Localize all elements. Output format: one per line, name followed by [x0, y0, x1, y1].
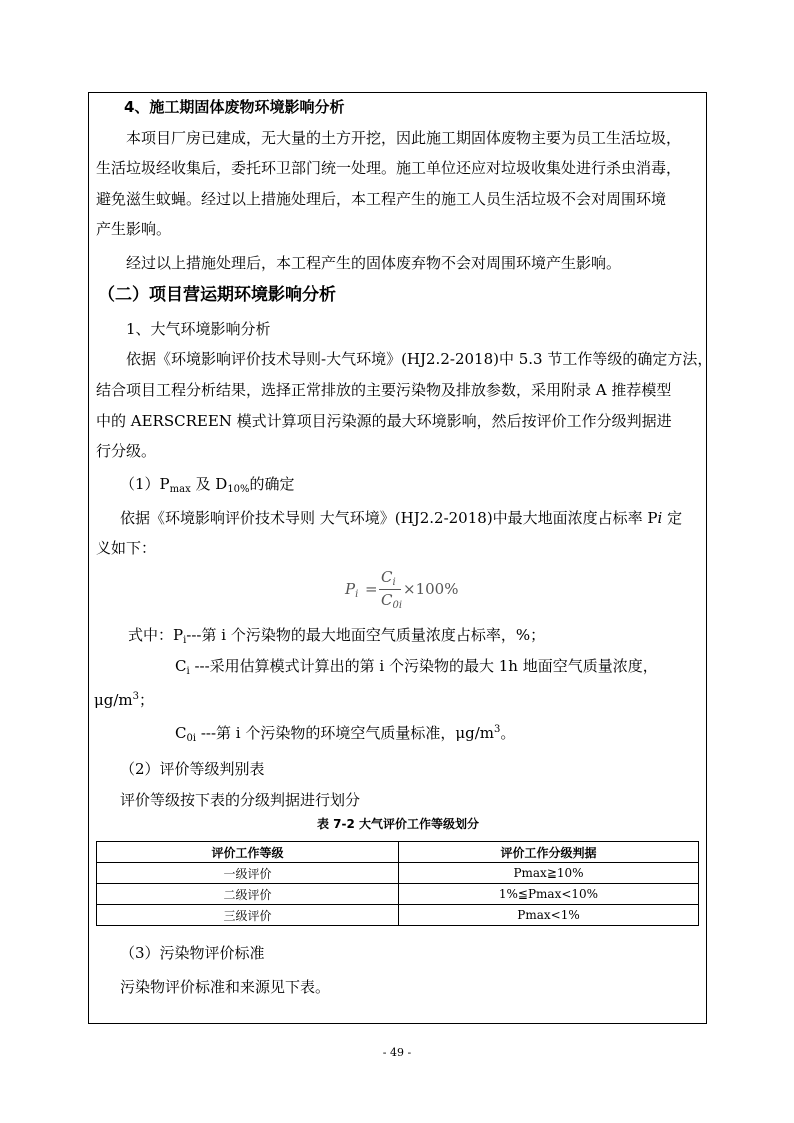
- paragraph-line: 中的 AERSCREEN 模式计算项目污染源的最大环境影响，然后按评价工作分级判据进: [96, 412, 672, 430]
- paragraph-line: 产生影响。: [96, 220, 172, 238]
- paragraph-line: 本项目厂房已建成，无大量的土方开挖，因此施工期固体废物主要为员工生活垃圾，: [126, 129, 682, 147]
- table-cell: Pmax≧10%: [399, 863, 699, 884]
- item-2-text: 评价等级按下表的分级判据进行划分: [120, 791, 361, 809]
- table-cell: Pmax<1%: [399, 905, 699, 926]
- fraction-bar: [379, 589, 401, 590]
- table-cell: 三级评价: [97, 905, 399, 926]
- table-row: [97, 905, 699, 926]
- definition-line: 义如下：: [96, 539, 157, 557]
- paragraph-line: 避免滋生蚊蝇。经过以上措施处理后，本工程产生的施工人员生活垃圾不会对周围环境: [96, 190, 667, 208]
- item-3-text: 污染物评价标准和来源见下表。: [120, 978, 331, 996]
- item-2-heading: （2）评价等级判别表: [120, 760, 265, 778]
- table-cell: 1%≦Pmax<10%: [399, 884, 699, 905]
- page-number: - 49 -: [382, 1046, 412, 1059]
- section-4-heading: 4、施工期固体废物环境影响分析: [124, 98, 345, 116]
- paragraph-line: 生活垃圾经收集后，委托环卫部门统一处理。施工单位还应对垃圾收集处进行杀虫消毒，: [96, 159, 682, 177]
- where-c0i: $C_{0i}$ ---第 i 个污染物的环境空气质量标准，$\mu g/m^3$。: [175, 724, 516, 744]
- paragraph-line: 依据《环境影响评价技术导则-大气环境》(HJ2.2-2018)中 5.3 节工作等级的确定方法，: [126, 350, 713, 368]
- where-pi: 式中：$P_i---$第 i 个污染物的最大地面空气质量浓度占标率，%；: [128, 626, 546, 646]
- table-cell: 一级评价: [97, 863, 399, 884]
- table-header-row: [97, 842, 699, 863]
- paragraph-line: 行分级。: [96, 442, 157, 460]
- table-header: 评价工作分级判据: [399, 842, 699, 863]
- table-row: [97, 863, 699, 884]
- definition-line: 依据《环境影响评价技术导则 大气环境》(HJ2.2-2018)中最大地面浓度占标率 Pi 定: [120, 509, 683, 527]
- item-3-heading: （3）污染物评价标准: [120, 944, 265, 962]
- table-header: 评价工作等级: [97, 842, 399, 863]
- paragraph-line: 结合项目工程分析结果，选择正常排放的主要污染物及排放参数，采用附录 A 推荐模型: [96, 381, 672, 399]
- where-ci-unit: $\mu g/m^3$；: [94, 691, 155, 709]
- item-1-heading: $(1)P_{max}$ 及 $D_{10\%}$的确定: [120, 475, 295, 495]
- section-2-heading: （二）项目营运期环境影响分析: [98, 285, 336, 305]
- table-cell: 二级评价: [97, 884, 399, 905]
- where-ci: $C_i$ ---采用估算模式计算出的第 i 个污染物的最大 1h 地面空气质量浓度，: [175, 657, 658, 677]
- grade-table: [96, 841, 699, 926]
- table-row: [97, 884, 699, 905]
- table-caption: 表 7-2 大气评价工作等级划分: [316, 817, 480, 831]
- subsection-heading: 1、大气环境影响分析: [126, 320, 271, 338]
- paragraph-line: 经过以上措施处理后，本工程产生的固体废弃物不会对周围环境产生影响。: [126, 254, 622, 272]
- formula-pi: $P_i$ = $C_i$ $C_{0i}$ ×100%: [345, 568, 459, 611]
